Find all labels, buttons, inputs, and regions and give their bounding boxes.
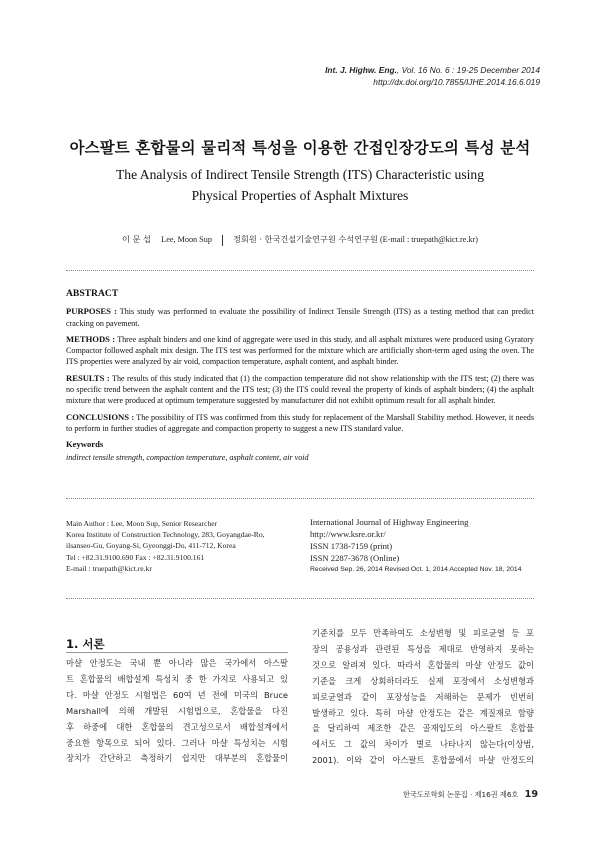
issn-online: ISSN 2287-3678 (Online) (310, 553, 400, 563)
section-rule (66, 652, 288, 653)
text-line: Marshall에 의해 개발된 시험법으로, 혼합물을 다진 (66, 705, 288, 716)
journal-citation (325, 64, 540, 88)
text-line: 을 달리하여 제조한 같은 골재입도의 아스팔트 혼합물 (312, 723, 534, 734)
text-line: 후 하중에 대한 혼합물의 견고성으로서 배합설계에서 (66, 721, 288, 732)
text-line: 2001). 이와 같이 아스팔트 혼합물에서 마샬 안정도의 (312, 755, 534, 766)
right-column (312, 626, 534, 769)
divider-dotted (66, 270, 534, 271)
author-email: (E-mail : truepath@kict.re.kr) (379, 235, 478, 244)
abstract-purposes: PURPOSES : This study was performed to evaluate the possibility of Indirect Tensile Strength (ITS) as a testing method that can predict cracking on pavement. (66, 306, 534, 328)
keywords-heading: Keywords (66, 439, 104, 450)
text-line: 것으로 알려져 있다. 따라서 혼합물의 마샬 안정도 값이 (312, 659, 534, 670)
issn-print: ISSN 1738-7159 (print) (310, 541, 393, 551)
divider-dotted (66, 598, 534, 599)
footer-journal: 한국도로학회 논문집 · 제16권 제6호 (402, 790, 519, 799)
text-line: 트 혼합물의 배합설계 특성치 중 한 가지로 사용되고 있 (66, 673, 288, 684)
abstract-results: RESULTS : The results of this study indicated that (1) the compaction temperature did not show relationship with the ITS test; (2) there was no specific trend between the asphalt content and the ITS test; (3) the ITS could reveal the property of kinds of asphalt binders; (4) the asphalt mixture that were produced at optimum temperature suggested by manufacturer did not exhibit optimum result for all asphalt binder. (66, 372, 534, 406)
text-line: 중요한 항목으로 되어 있다. 그러나 마샬 특성치는 시험 (66, 737, 288, 748)
info-line: Tel : +82.31.9100.690 Fax : +82.31.9100.161 (66, 552, 205, 562)
english-title-line: Physical Properties of Asphalt Mixtures (191, 188, 409, 203)
author-line (0, 234, 600, 246)
section-heading: 1. 서론 (66, 637, 105, 651)
text-line: 장의 공용성과 관련된 특성을 제대로 반영하지 못하는 (312, 643, 534, 654)
page-footer (403, 789, 538, 800)
author-name-ko: 이 문 섭 (122, 234, 151, 244)
journal-name: International Journal of Highway Engineering (310, 517, 469, 527)
received-dates: Received Sep. 26, 2014 Revised Oct. 1, 2014 Accepted Nov. 18, 2014 (310, 566, 522, 573)
text-line: 마샬 안정도는 국내 뿐 아니라 많은 국가에서 아스팔 (66, 658, 288, 668)
text-line: 장치가 간단하고 측정하기 쉽지만 대부분의 혼합물이 (66, 753, 288, 764)
abstract (66, 288, 534, 463)
journal-info (310, 516, 521, 576)
abstract-heading: ABSTRACT (66, 288, 119, 299)
english-title-line: The Analysis of Indirect Tensile Strength (ITS) Characteristic using (115, 167, 484, 182)
doi-link[interactable]: http://dx.doi.org/10.7855/IJHE.2014.16.6.019 (373, 77, 540, 87)
info-line: E-mail : truepath@kict.re.kr (66, 563, 152, 573)
author-affiliation: 정회원 · 한국건설기술연구원 수석연구원 (233, 234, 378, 244)
text-line: 기준을 크게 상회하더라도 실제 포장에서 소성변형과 (312, 675, 534, 686)
info-line: Korea Institute of Construction Technology, 283, Goyangdae-Ro, (66, 530, 265, 540)
divider-dotted (66, 498, 534, 499)
journal-abbrev: Int. J. Highw. Eng. (325, 65, 397, 75)
text-line: 발생하고 있다. 특히 마샬 안정도는 같은 계질재로 함량 (312, 707, 534, 718)
text-line: 다. 마샬 안정도 시험법은 60여 년 전에 미국의 Bruce (66, 689, 288, 700)
abstract-methods: METHODS : Three asphalt binders and one kind of aggregate were used in this study, and all asphalt mixtures were produced using Gyratory Compactor followed asphalt mix design. The ITS test was performed for the mixture which are artificially short-term aged using the oven. The ITS properties were analyzed by air void, compaction temperature, asphalt content, and asphalt binder. (66, 333, 534, 367)
main-author-info (66, 518, 265, 574)
english-title (0, 164, 600, 206)
volume-info: , Vol. 16 No. 6 : 19-25 December 2014 (396, 65, 540, 75)
author-name-en: Lee, Moon Sup (161, 235, 212, 244)
korean-title: 아스팔트 혼합물의 물리적 특성을 이용한 간접인장강도의 특성 분석 (69, 139, 531, 157)
keywords: indirect tensile strength, compaction temperature, asphalt content, air void (66, 452, 309, 462)
info-line: ilsanseo-Gu, Goyang-Si, Gyeonggi-Do, 411-712, Korea (66, 541, 236, 551)
journal-url[interactable]: http://www.ksre.or.kr/ (310, 529, 386, 539)
text-line: 피로균열과 같이 포장성능을 저해하는 문제가 빈번히 (312, 691, 534, 702)
abstract-conclusions: CONCLUSIONS : The possibility of ITS was confirmed from this study for replacement of the Marshall Stability method. However, it needs to perform in further studies of aggregate and compaction property to suggest a new ITS standard value. (66, 411, 534, 433)
text-line: 에서도 그 값의 차이가 별로 나타나지 않는다(이상범, (312, 739, 534, 750)
text-line: 기준치를 모두 만족하여도 소성변형 및 피로균열 등 포 (312, 628, 534, 638)
author-separator (222, 235, 223, 246)
info-line: Main Author : Lee, Moon Sup, Senior Researcher (66, 519, 218, 528)
page-number: 19 (524, 789, 538, 800)
left-column (66, 656, 288, 767)
